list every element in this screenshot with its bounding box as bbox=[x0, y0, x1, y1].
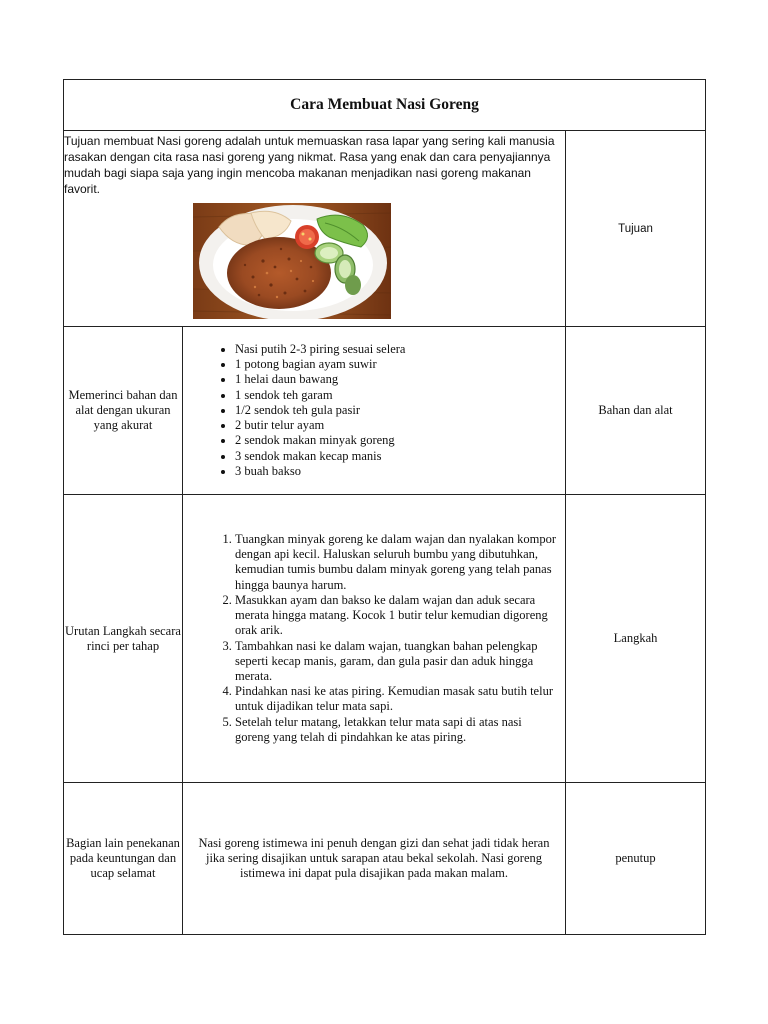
langkah-row bbox=[64, 495, 706, 783]
steps-list bbox=[197, 532, 557, 745]
ingredient-item: • 1/2 sendok teh gula pasir bbox=[235, 403, 557, 418]
recipe-table bbox=[63, 79, 706, 935]
ingredient-item: • 3 buah bakso bbox=[235, 464, 557, 479]
intro-cell bbox=[64, 131, 566, 327]
penutup-left-label: Bagian lain penekanan pada keuntungan dan ucap selamat bbox=[64, 783, 183, 935]
page-title: Cara Membuat Nasi Goreng bbox=[64, 80, 706, 131]
ingredient-item: • 3 sendok makan kecap manis bbox=[235, 449, 557, 464]
langkah-left-label: Urutan Langkah secara rinci per tahap bbox=[64, 495, 183, 783]
penutup-text: Nasi goreng istimewa ini penuh dengan gizi dan sehat jadi tidak heran jika sering disajikan untuk sarapan atau bekal sekolah. Nasi goreng istimewa ini dapat pula disajikan pada makan malam. bbox=[183, 783, 566, 935]
bahan-left-label: Memerinci bahan dan alat dengan ukuran yang akurat bbox=[64, 327, 183, 495]
tujuan-label: Tujuan bbox=[566, 131, 706, 327]
ingredient-list bbox=[197, 342, 557, 479]
intro-row bbox=[64, 131, 706, 327]
bahan-row bbox=[64, 327, 706, 495]
bahan-right-label: Bahan dan alat bbox=[566, 327, 706, 495]
title-row bbox=[64, 80, 706, 131]
step-item: 2. Masukkan ayam dan bakso ke dalam wajan dan aduk secara merata hingga matang. Kocok 1 butir telur kemudian digoreng orak arik. bbox=[235, 593, 557, 639]
ingredient-item: • 1 potong bagian ayam suwir bbox=[235, 357, 557, 372]
step-item: 4. Pindahkan nasi ke atas piring. Kemudian masak satu butih telur untuk dijadikan telur mata sapi. bbox=[235, 684, 557, 714]
ingredient-item: • 2 sendok makan minyak goreng bbox=[235, 433, 557, 448]
nasi-goreng-photo bbox=[193, 203, 391, 319]
ingredient-item: • Nasi putih 2-3 piring sesuai selera bbox=[235, 342, 557, 357]
step-item: 1. Tuangkan minyak goreng ke dalam wajan dan nyalakan kompor dengan api kecil. Haluskan seluruh bumbu yang dibutuhkan, kemudian tumis bumbu dalam minyak goreng yang telah panas hingga baunya harum. bbox=[235, 532, 557, 593]
langkah-right-label: Langkah bbox=[566, 495, 706, 783]
step-item: 3. Tambahkan nasi ke dalam wajan, tuangkan bahan pelengkap seperti kecap manis, garam, dan gula pasir dan aduk hingga merata. bbox=[235, 639, 557, 685]
intro-text: Tujuan membuat Nasi goreng adalah untuk memuaskan rasa lapar yang sering kali manusia rasakan dengan cita rasa nasi goreng yang nikmat. Rasa yang enak dan cara penyajiannya mudah bagi siapa saja yang ingin mencoba makanan menjadikan nasi goreng makanan favorit. bbox=[64, 134, 555, 196]
penutup-right-label: penutup bbox=[566, 783, 706, 935]
ingredient-item: • 1 helai daun bawang bbox=[235, 372, 557, 387]
langkah-cell bbox=[183, 495, 566, 783]
step-item: 5. Setelah telur matang, letakkan telur mata sapi di atas nasi goreng yang telah di pindahkan ke atas piring. bbox=[235, 715, 557, 745]
bahan-cell bbox=[183, 327, 566, 495]
penutup-row bbox=[64, 783, 706, 935]
ingredient-item: • 2 butir telur ayam bbox=[235, 418, 557, 433]
ingredient-item: • 1 sendok teh garam bbox=[235, 388, 557, 403]
